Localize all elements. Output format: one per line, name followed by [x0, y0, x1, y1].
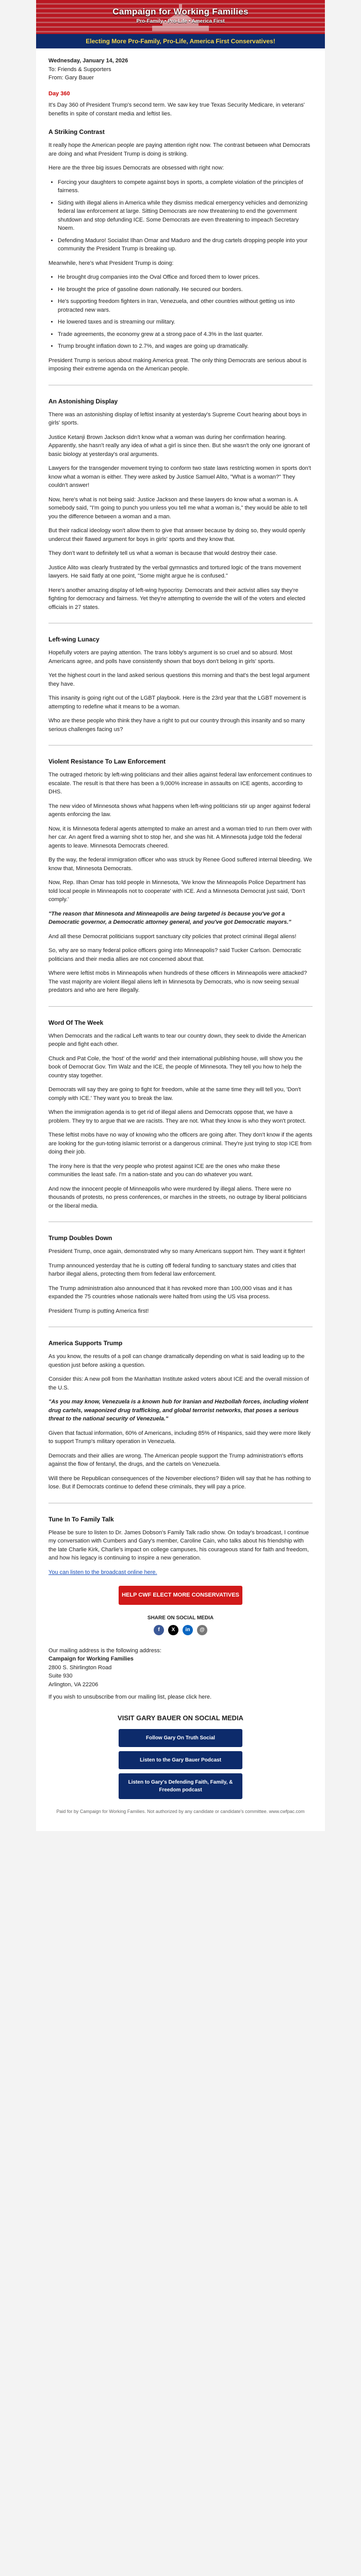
address-line: Arlington, VA 22206: [48, 1681, 99, 1688]
list-item: • He brought drug companies into the Oval Office and forced them to lower prices.: [58, 273, 313, 282]
pull-quote: "The reason that Minnesota and Minneapolis are being targeted is because you've got a Democratic governor, a Democratic attorney general, and you've got Democratic mayors.": [48, 910, 291, 925]
paragraph: And now the innocent people of Minneapolis who were murdered by illegal aliens. There were no thousands of protests, no press conferences, or marches in the streets, no outrage by liberal politicians or the liberal media.: [48, 1185, 307, 1209]
section-title: Left-wing Lunacy: [48, 636, 100, 643]
address-line: Suite 930: [48, 1673, 73, 1679]
list-item: • Defending Maduro! Socialist Ilhan Omar and Maduro and the drug cartels dropping people into your community the President Trump is breaking up.: [58, 236, 313, 253]
section-title: A Striking Contrast: [48, 128, 105, 135]
paragraph: Democrats and their allies are wrong. The American people support the Trump administration's efforts against the flow of fentanyl, the drugs, and the cartels on Venezuela.: [48, 1452, 303, 1467]
email-icon[interactable]: @: [197, 1625, 207, 1635]
paragraph: Here's another amazing display of left-wing hypocrisy. Democrats and their activist allies say they're fighting for democracy and fairness. Yet they're attempting to override the will of the voters and elected officials in 27 states.: [48, 587, 305, 611]
list-item: • Trump brought inflation down to 2.7%, and wages are going up dramatically.: [58, 342, 313, 351]
list-item: • Trade agreements, the economy grew at a strong pace of 4.3% in the last quarter.: [58, 330, 313, 339]
x-icon[interactable]: X: [168, 1625, 178, 1635]
paragraph: Justice Ketanji Brown Jackson didn't know what a woman was during her confirmation hearing. Apparently, she hasn't really any idea of what a girl is since then. But she wasn't the only one ignorant of basic biology at yesterday's oral arguments.: [48, 434, 310, 457]
address-lead: Our mailing address is the following address:: [48, 1647, 161, 1654]
paragraph: The irony here is that the very people who protest against ICE are the ones who make these communities the least safe. I'm a nation-state and you can do whatever you want.: [48, 1163, 280, 1178]
header-subtag: Pro-Family • Pro-Life • America First: [136, 19, 225, 24]
paragraph: Justice Alito was clearly frustrated by the verbal gymnastics and tortured logic of the trans movement lawyers. He said flatly at one point, "Some might argue he is confused.": [48, 564, 301, 579]
paragraph: Trump announced yesterday that he is cutting off federal funding to sanctuary states and cities that harbor illegal aliens, protecting them from federal law enforcement.: [48, 1262, 297, 1277]
paragraph: As you know, the results of a poll can change dramatically depending on what is said leading up to the question just before asking a question.: [48, 1353, 305, 1368]
intro-paragraph: It's Day 360 of President Trump's second term. We saw key true Texas Security Medicare, in veterans' benefits in spite of constant media and leftist lies.: [48, 102, 305, 117]
listen-link[interactable]: You can listen to the broadcast online here.: [48, 1569, 157, 1575]
paragraph: Democrats will say they are going to fight for freedom, while at the same time they will tell you, 'Don't comply with ICE.' They want you to break the law.: [48, 1087, 301, 1101]
paragraph: President Trump is putting America first!: [48, 1308, 149, 1314]
help-elect-button[interactable]: HELP CWF ELECT MORE CONSERVATIVES: [119, 1586, 242, 1605]
paragraph: Now, here's what is not being said: Justice Jackson and these lawyers do know what a woman is. A somebody said, "I'm going to punch you unless you tell me what a woman is," they would be able to tell you the difference between a woman and a man.: [48, 496, 307, 520]
paragraph: And all these Democrat politicians support sanctuary city policies that protect criminal illegal aliens!: [48, 933, 297, 940]
section-title: Violent Resistance To Law Enforcement: [48, 758, 166, 765]
paragraph: Please be sure to listen to Dr. James Dobson's Family Talk radio show. On today's broadcast, I continue my conversation with Cumbers and Gary's member, Caroline Cain, who talks about his friendship with the late Charlie Kirk, Charlie's impact on college campuses, his courageous stand for faith and freedom, and how his legacy is continuing to inspire a new generation.: [48, 1529, 309, 1561]
paragraph: Who are these people who think they have a right to put our country through this insanity and so many serious challenges facing us?: [48, 718, 305, 733]
paragraph: Now, it is Minnesota federal agents attempted to make an arrest and a woman tried to run them over with her car. An agent fired a warning shot to stop her, and she was hit. A Minnesota judge told the federal agents to leave. Minnesota Democrats cheered.: [48, 825, 312, 849]
paragraph: They don't want to definitely tell us what a woman is because that would destroy their case.: [48, 550, 277, 556]
address-line: 2800 S. Shirlington Road: [48, 1664, 112, 1671]
pull-quote: "As you may know, Venezuela is a known hub for Iranian and Hezbollah forces, including violent drug cartels, weaponized drug trafficking, and global terrorist networks, that poses a serious threat to the national security of Venezuela.": [48, 1399, 308, 1422]
email-container: [36, 0, 325, 1831]
paragraph: So, why are so many federal police officers going into Minneapolis? said Tucker Carlson. Democratic politicians and their media allies are not concerned about that.: [48, 947, 302, 962]
truth-social-button[interactable]: Follow Gary On Truth Social: [119, 1729, 242, 1747]
list-item: • He's supporting freedom fighters in Iran, Venezuela, and other countries without getting us into protracted new wars.: [58, 297, 313, 314]
paragraph: This insanity is going right out of the LGBT playbook. Here is the 23rd year that the LGBT movement is attempting to redefine what it means to be a woman.: [48, 695, 306, 710]
section-title: Word Of The Week: [48, 1019, 104, 1026]
paragraph: The Trump administration also announced that it has revoked more than 100,000 visas and it has expanded the 75 countries whose nationals were halted from using the US visa process.: [48, 1285, 292, 1300]
paragraph: President Trump is serious about making America great. The only thing Democrats are serious about is imposing their extreme agenda on the American people.: [48, 357, 307, 372]
list-item: • Forcing your daughters to compete against boys in sports, a complete violation of the principles of fairness.: [58, 178, 313, 195]
section-title: Tune In To Family Talk: [48, 1515, 114, 1523]
podcast-button[interactable]: Listen to the Gary Bauer Podcast: [119, 1751, 242, 1769]
divider: [48, 1006, 313, 1007]
paragraph: When Democrats and the radical Left wants to tear our country down, they seek to divide the American people and fight each other.: [48, 1032, 306, 1047]
memo-to: To: Friends & Supporters: [48, 66, 111, 73]
memo-date: Wednesday, January 14, 2026: [48, 58, 128, 64]
defending-faith-podcast-button[interactable]: Listen to Gary's Defending Faith, Family, & Freedom podcast: [119, 1773, 242, 1799]
paragraph: Will there be Republican consequences of the November elections? Biden will say that he has nothing to lose. But if Democrats continue to defend these criminals, they will pay a price.: [48, 1475, 311, 1490]
mailing-address: [48, 1647, 313, 1702]
bullet-list: [48, 273, 313, 351]
unsubscribe-note[interactable]: If you wish to unsubscribe from our mailing list, please click here.: [48, 1694, 212, 1700]
list-item: • He brought the price of gasoline down nationally. He secured our borders.: [58, 285, 313, 294]
day-counter: Day 360: [48, 90, 70, 97]
paragraph: Consider this: A new poll from the Manhattan Institute asked voters about ICE and the overall mission of the U.S.: [48, 1376, 309, 1391]
visit-heading: VISIT GARY BAUER ON SOCIAL MEDIA: [118, 1714, 243, 1722]
memo-meta: [48, 57, 313, 82]
address-org: Campaign for Working Families: [48, 1656, 134, 1662]
list-item: • He lowered taxes and is streaming our military.: [58, 318, 313, 327]
paragraph: Now, Rep. Ilhan Omar has told people in Minnesota, 'We know the Minneapolis Police Department has told local people in Minneapolis not to cooperate' with ICE. And a Minnesota Democrat just said, 'Don't comply.': [48, 879, 306, 903]
facebook-icon[interactable]: f: [154, 1625, 164, 1635]
paragraph: Hopefully voters are paying attention. The trans lobby's argument is so cruel and so absurd. Most Americans agree, and polls have consistently shown that boys don't belong in girls' sports.: [48, 650, 292, 665]
paragraph: When the immigration agenda is to get rid of illegal aliens and Democrats oppose that, we have a problem. They try to argue that we are racists. They are not. What they know is who they won't protect.: [48, 1109, 306, 1124]
paragraph: These leftist mobs have no way of knowing who the officers are going after. They don't know if the agents are looking for the gun-toting islamic terrorist or a dangerous criminal. They're just trying to stop ICE from doing their job.: [48, 1132, 313, 1155]
paragraph: Chuck and Pat Cole, the 'host' of the world' and their international publishing house, will show you the book of Democrat Gov. Tim Walz and the ICE, the people of Minnesota. They tell you how to help the country stay together.: [48, 1055, 303, 1079]
paragraph: President Trump, once again, demonstrated why so many Americans support him. They want it fighter!: [48, 1248, 306, 1255]
footer-disclaimer: Paid for by Campaign for Working Families. Not authorized by any candidate or candidate's committee. www.cwfpac.com: [56, 1809, 305, 1814]
linkedin-icon[interactable]: in: [183, 1625, 193, 1635]
paragraph: Yet the highest court in the land asked serious questions this morning and that's the best legal argument they have.: [48, 672, 310, 687]
memo-from: From: Gary Bauer: [48, 75, 94, 81]
paragraph: The outraged rhetoric by left-wing politicians and their allies against federal law enforcement continues to escalate. The result is that there has been a 9,000% increase in assaults on ICE agents, according to DHS.: [48, 772, 312, 795]
paragraph: The new video of Minnesota shows what happens when left-wing politicians stir up anger against federal agents enforcing the law.: [48, 803, 310, 818]
paragraph: Meanwhile, here's what President Trump is doing:: [48, 260, 174, 266]
header-title: Campaign for Working Families: [112, 7, 249, 16]
paragraph: It really hope the American people are paying attention right now. The contrast between what Democrats are doing and what President Trump is doing is striking.: [48, 142, 310, 157]
paragraph: By the way, the federal immigration officer who was struck by Renee Good suffered internal bleeding. We know that, Minnesota Democrats.: [48, 857, 312, 872]
section-title: America Supports Trump: [48, 1340, 123, 1347]
header-banner: [36, 0, 325, 34]
section-title: Trump Doubles Down: [48, 1234, 112, 1242]
section-title: An Astonishing Display: [48, 397, 118, 405]
email-body: [36, 48, 325, 1816]
paragraph: Here are the three big issues Democrats are obsessed with right now:: [48, 165, 224, 171]
share-heading: SHARE ON SOCIAL MEDIA: [147, 1615, 214, 1621]
paragraph: There was an astonishing display of leftist insanity at yesterday's Supreme Court hearing about boys in girls' sports.: [48, 411, 307, 426]
paragraph: Where were leftist mobs in Minneapolis when hundreds of these officers in Minneapolis were attacked? The vast majority are violent illegal aliens left in Minnesota by Democrats, who is now seeing sexual predators and who are here illegally.: [48, 970, 307, 993]
paragraph: Given that factual information, 60% of Americans, including 85% of Hispanics, said they were more likely to support Trump's military operation in Venezuela.: [48, 1430, 311, 1445]
header-tagline: Electing More Pro-Family, Pro-Life, America First Conservatives!: [36, 34, 325, 48]
paragraph: Lawyers for the transgender movement trying to conform two state laws restricting women in sports don't know what a woman is either. They were asked by Justice Samuel Alito, "What is a woman?" They couldn't answer!: [48, 465, 311, 488]
bullet-list: [48, 178, 313, 253]
paragraph: But their radical ideology won't allow them to give that answer because by doing so, they would openly undercut their flawed argument for boys in girls' sports and they know that.: [48, 528, 306, 543]
list-item: • Siding with illegal aliens in America while they dismiss medical emergency vehicles and demonizing federal law enforcement at large. Sitting Democrats are now threatening to end the government shutdown and stop defunding ICE. Some Democrats are even threatening to impeach Secretary Noem.: [58, 199, 313, 233]
social-icons: [48, 1625, 313, 1635]
